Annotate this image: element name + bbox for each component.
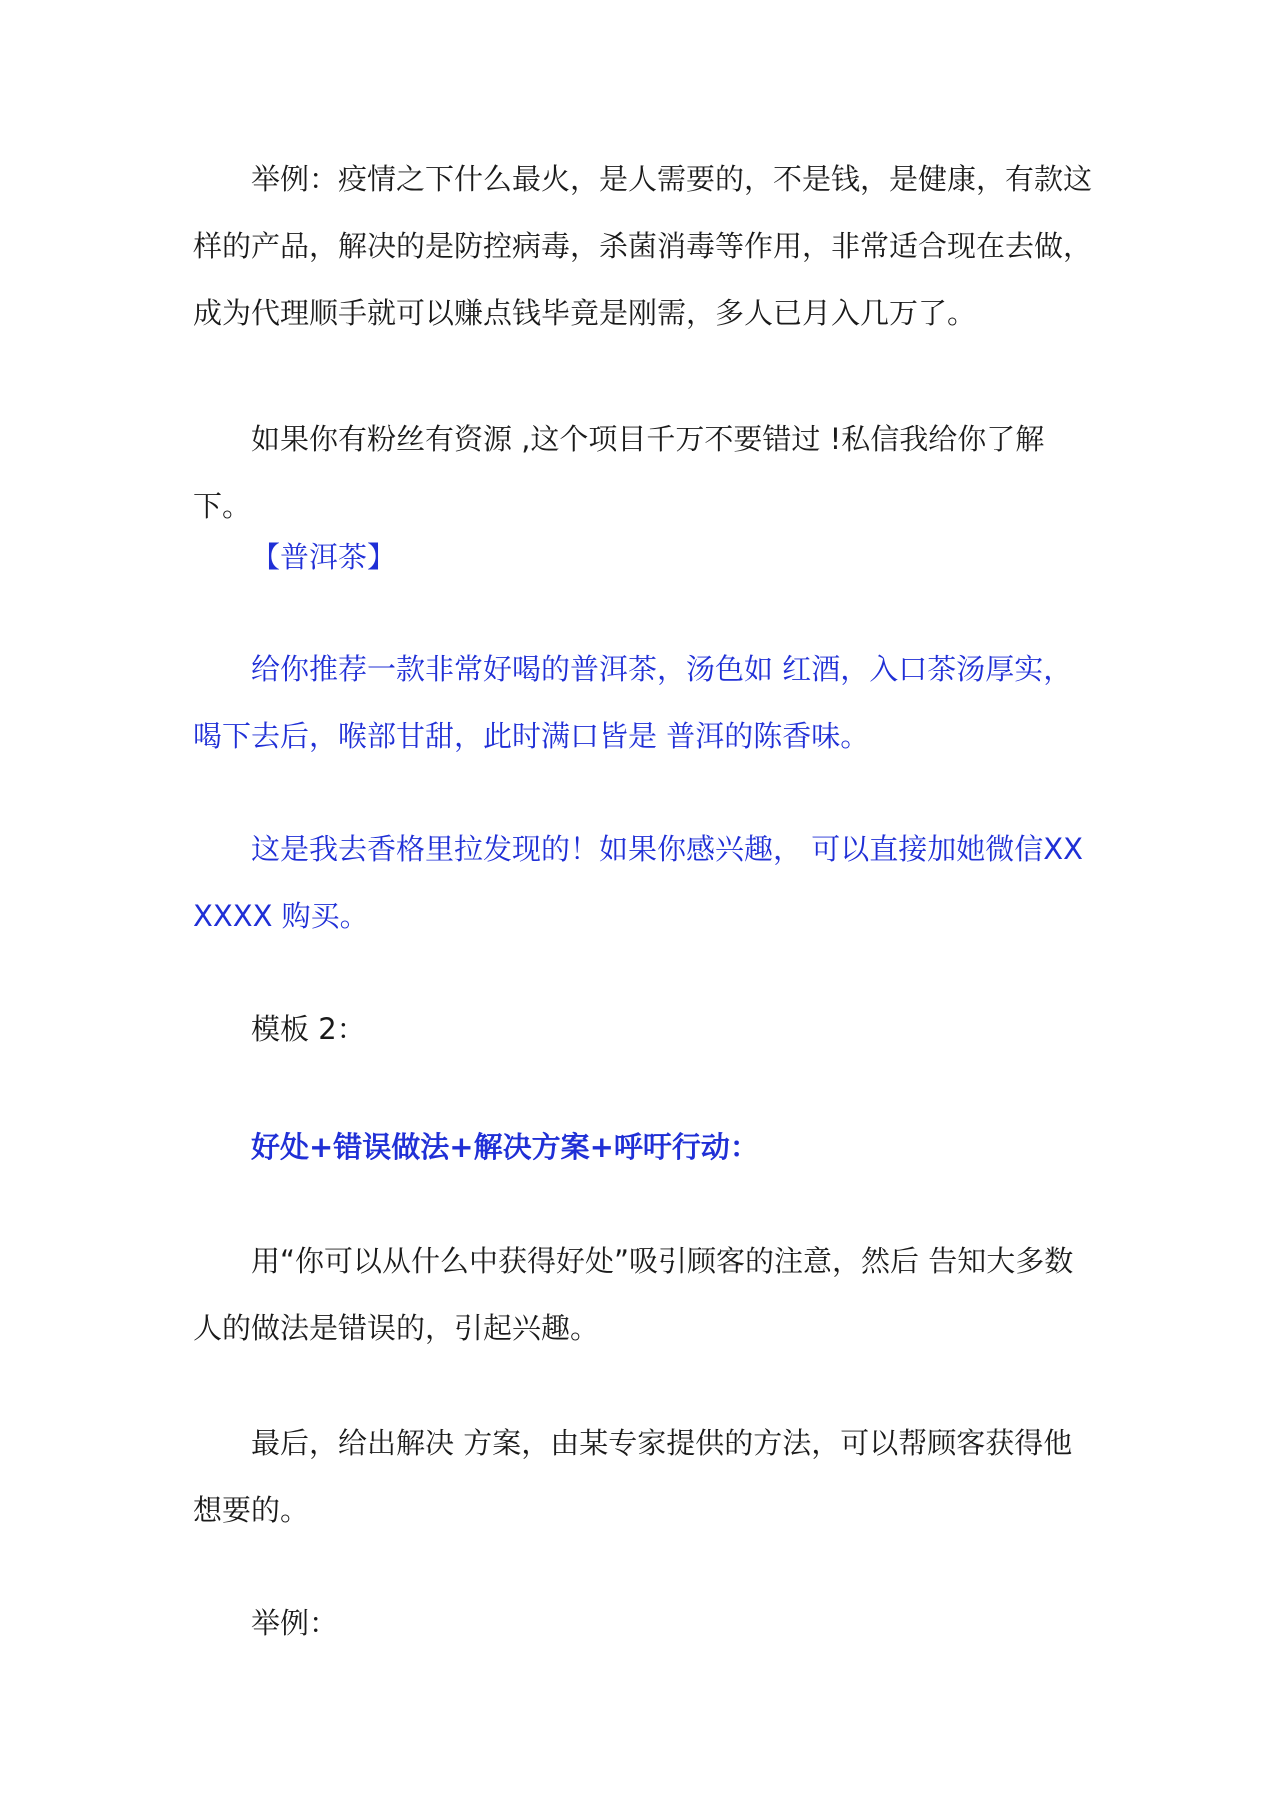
line: 成为代理顺手就可以赚点钱毕竟是刚需，多人已月入几万了。 — [193, 296, 977, 330]
paragraph-example-epidemic — [193, 146, 1093, 347]
paragraph-puer-contact: 这是我去香格里拉发现的！如果你感兴趣， 可以直接加她微信XXXXXX 购买。 — [193, 832, 1083, 933]
line: 样的产品，解决的是防控病毒，杀菌消毒等作用，非常适合现在去做， — [193, 229, 1093, 263]
heading-template-formula: 好处+错误做法+解决方案+呼吁行动： — [251, 1130, 759, 1164]
paragraph-benefit-intro: 用“你可以从什么中获得好处”吸引顾客的注意，然后 告知大多数人的做法是错误的，引起兴趣。 — [193, 1244, 1074, 1345]
paragraph-fans-resources: 如果你有粉丝有资源 ,这个项目千万不要错过 !私信我给你了解下。 — [193, 422, 1045, 523]
paragraph-puer-recommend: 给你推荐一款非常好喝的普洱茶，汤色如 红酒，入口茶汤厚实，喝下去后，喉部甘甜，此时满口皆是 普洱的陈香味。 — [193, 652, 1073, 753]
line: 举例：疫情之下什么最火，是人需要的，不是钱，是健康，有款这 — [251, 162, 1093, 196]
heading-example-2: 举例： — [251, 1606, 339, 1640]
heading-template-2: 模板 2： — [251, 1012, 366, 1046]
heading-puer-tea: 【普洱茶】 — [251, 540, 397, 574]
paragraph-solution: 最后，给出解决 方案，由某专家提供的方法，可以帮顾客获得他想要的。 — [193, 1426, 1073, 1527]
